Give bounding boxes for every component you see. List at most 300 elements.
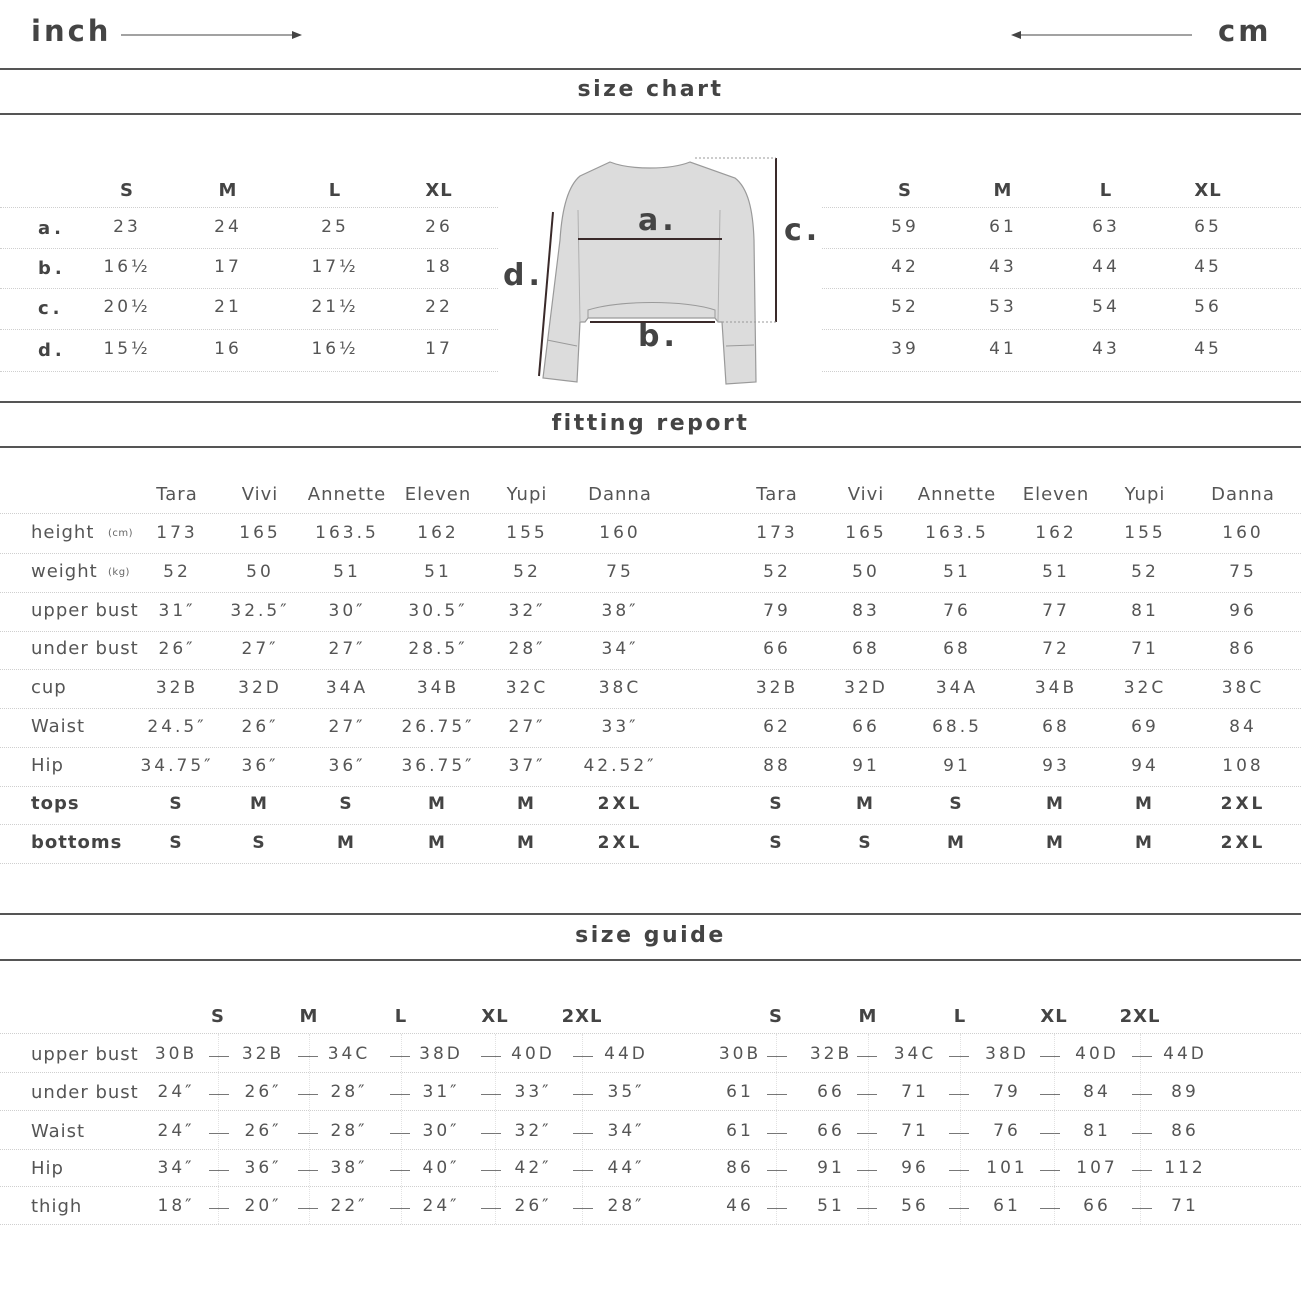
row-divider	[822, 248, 1301, 249]
guide-value-inch: 34″	[157, 1158, 195, 1178]
guide-value-inch: 24″	[157, 1082, 195, 1102]
range-dash	[1132, 1170, 1152, 1171]
guide-value-inch: 28″	[330, 1121, 368, 1141]
cm-value: 52	[891, 297, 919, 317]
range-dash	[298, 1094, 318, 1095]
guide-value-inch: 30B	[154, 1044, 198, 1064]
row-divider	[822, 371, 1301, 372]
row-divider	[0, 1224, 1301, 1225]
model-name-inch: Danna	[588, 484, 652, 505]
measure-label: c.	[38, 298, 64, 319]
inch-value: 24	[214, 217, 242, 237]
cm-value: 39	[891, 339, 919, 359]
range-dash	[573, 1208, 593, 1209]
fitting-value-inch: 2XL	[597, 833, 643, 853]
inch-value: 22	[425, 297, 453, 317]
fitting-row-label: weight	[31, 561, 98, 582]
fitting-value-cm: M	[947, 833, 967, 853]
fitting-value-inch: 34A	[325, 678, 369, 698]
fitting-value-inch: 36″	[328, 756, 366, 776]
guide-value-inch: 18″	[157, 1196, 195, 1216]
range-dash	[857, 1056, 877, 1057]
guide-value-cm: 61	[726, 1121, 754, 1141]
row-divider	[822, 288, 1301, 289]
cm-value: 59	[891, 217, 919, 237]
fitting-value-inch: 32.5″	[230, 601, 290, 621]
guide-value-cm: 86	[726, 1158, 754, 1178]
fitting-row-label: height	[31, 522, 95, 543]
range-dash	[298, 1208, 318, 1209]
guide-value-inch: 32B	[241, 1044, 285, 1064]
row-divider	[0, 329, 498, 330]
fitting-value-inch: M	[337, 833, 357, 853]
guide-value-cm: 71	[1171, 1196, 1199, 1216]
fitting-value-cm: 34B	[1034, 678, 1078, 698]
inch-value: 17½	[311, 257, 359, 277]
fitting-value-cm: 69	[1131, 717, 1159, 737]
fitting-value-inch: 27″	[241, 639, 279, 659]
range-dash	[1040, 1094, 1060, 1095]
fitting-value-cm: S	[949, 794, 965, 814]
guide-value-inch: 26″	[514, 1196, 552, 1216]
guide-value-inch: 30″	[422, 1121, 460, 1141]
range-dash	[857, 1133, 877, 1134]
fitting-value-cm: 88	[763, 756, 791, 776]
row-divider	[0, 786, 1301, 787]
range-dash	[390, 1094, 410, 1095]
guide-value-cm: 84	[1083, 1082, 1111, 1102]
fitting-value-cm: 81	[1131, 601, 1159, 621]
model-name-inch: Annette	[307, 484, 387, 505]
range-dash	[298, 1170, 318, 1171]
range-dash	[857, 1094, 877, 1095]
unit-label: (cm)	[108, 528, 134, 539]
guide-value-inch: 40″	[422, 1158, 460, 1178]
model-name-cm: Vivi	[847, 484, 885, 505]
measure-label: d.	[38, 340, 66, 361]
inch-value: 26	[425, 217, 453, 237]
unit-label: (kg)	[108, 567, 130, 578]
fitting-value-cm: 77	[1042, 601, 1070, 621]
fitting-report-title: fitting report	[551, 411, 750, 436]
guide-value-inch: 38D	[419, 1044, 463, 1064]
fitting-value-inch: 42.52″	[583, 756, 657, 776]
column-guide	[1054, 1034, 1055, 1224]
cm-value: 41	[989, 339, 1017, 359]
guide-value-cm: 40D	[1075, 1044, 1119, 1064]
inch-value: 20½	[103, 297, 151, 317]
row-divider	[0, 248, 498, 249]
guide-size-inch: M	[299, 1006, 319, 1027]
range-dash	[1132, 1208, 1152, 1209]
guide-value-cm: 101	[986, 1158, 1028, 1178]
diagram-label-b: b.	[638, 319, 679, 354]
range-dash	[573, 1133, 593, 1134]
fitting-value-cm: 79	[763, 601, 791, 621]
guide-value-cm: 32B	[809, 1044, 853, 1064]
guide-value-cm: 46	[726, 1196, 754, 1216]
column-guide	[218, 1034, 219, 1224]
range-dash	[298, 1133, 318, 1134]
fitting-value-inch: M	[428, 794, 448, 814]
guide-size-cm: XL	[1040, 1006, 1068, 1027]
fitting-row-label: tops	[31, 793, 80, 814]
fitting-value-cm: 66	[763, 639, 791, 659]
inch-value: 16	[214, 339, 242, 359]
guide-row-label: thigh	[31, 1196, 83, 1217]
fitting-value-inch: 163.5	[315, 523, 379, 543]
model-name-inch: Eleven	[404, 484, 472, 505]
diagram-label-d: d.	[503, 258, 544, 293]
fitting-value-cm: 2XL	[1220, 794, 1266, 814]
fitting-value-cm: 173	[756, 523, 798, 543]
fitting-value-inch: 26.75″	[401, 717, 475, 737]
range-dash	[390, 1056, 410, 1057]
fitting-value-inch: 32B	[155, 678, 199, 698]
fitting-value-cm: S	[858, 833, 874, 853]
fitting-value-cm: 83	[852, 601, 880, 621]
guide-value-cm: 96	[901, 1158, 929, 1178]
fitting-value-cm: 34A	[935, 678, 979, 698]
fitting-value-cm: 86	[1229, 639, 1257, 659]
fitting-value-cm: 62	[763, 717, 791, 737]
fitting-value-cm: 71	[1131, 639, 1159, 659]
guide-row-label: under bust	[31, 1082, 139, 1103]
fitting-value-inch: 24.5″	[147, 717, 207, 737]
fitting-value-inch: S	[169, 833, 185, 853]
row-divider	[0, 207, 498, 208]
guide-value-cm: 66	[1083, 1196, 1111, 1216]
fitting-row-label: Hip	[31, 755, 64, 776]
fitting-value-cm: 155	[1124, 523, 1166, 543]
fitting-value-cm: 51	[943, 562, 971, 582]
range-dash	[949, 1056, 969, 1057]
guide-value-inch: 40D	[511, 1044, 555, 1064]
fitting-value-inch: 173	[156, 523, 198, 543]
cm-value: 43	[1092, 339, 1120, 359]
guide-value-inch: 22″	[330, 1196, 368, 1216]
guide-value-cm: 89	[1171, 1082, 1199, 1102]
size-header-inch: L	[328, 180, 342, 201]
model-name-inch: Vivi	[241, 484, 279, 505]
guide-value-cm: 71	[901, 1082, 929, 1102]
column-guide	[582, 1034, 583, 1224]
fitting-value-inch: 36″	[241, 756, 279, 776]
guide-value-cm: 56	[901, 1196, 929, 1216]
row-divider	[0, 1110, 1301, 1111]
size-guide-title: size guide	[575, 923, 726, 948]
fitting-value-cm: 91	[943, 756, 971, 776]
guide-value-inch: 44″	[607, 1158, 645, 1178]
fitting-value-inch: M	[250, 794, 270, 814]
fitting-value-cm: M	[1135, 794, 1155, 814]
sweater-diagram	[500, 150, 830, 390]
guide-row-label: Waist	[31, 1121, 86, 1142]
fitting-value-inch: 26″	[158, 639, 196, 659]
row-divider	[0, 592, 1301, 593]
guide-value-inch: 28″	[607, 1196, 645, 1216]
fitting-value-cm: 52	[1131, 562, 1159, 582]
range-dash	[481, 1170, 501, 1171]
range-dash	[1132, 1094, 1152, 1095]
guide-value-inch: 38″	[330, 1158, 368, 1178]
size-chart-title: size chart	[577, 77, 724, 102]
fitting-value-inch: 28″	[508, 639, 546, 659]
fitting-value-inch: 52	[163, 562, 191, 582]
fitting-value-inch: 155	[506, 523, 548, 543]
guide-value-inch: 36″	[244, 1158, 282, 1178]
size-header-cm: L	[1099, 180, 1113, 201]
range-dash	[1040, 1170, 1060, 1171]
fitting-value-cm: 93	[1042, 756, 1070, 776]
row-divider	[0, 708, 1301, 709]
fitting-value-inch: 26″	[241, 717, 279, 737]
divider	[0, 401, 1301, 403]
measure-label: a.	[38, 218, 65, 239]
guide-row-label: Hip	[31, 1158, 64, 1179]
fitting-value-inch: 32D	[238, 678, 282, 698]
fitting-value-inch: M	[428, 833, 448, 853]
range-dash	[209, 1056, 229, 1057]
model-name-inch: Tara	[156, 484, 198, 505]
guide-value-inch: 31″	[422, 1082, 460, 1102]
guide-size-cm: L	[953, 1006, 967, 1027]
guide-value-cm: 71	[901, 1121, 929, 1141]
size-header-inch: M	[218, 180, 238, 201]
inch-value: 16½	[311, 339, 359, 359]
model-name-cm: Eleven	[1022, 484, 1090, 505]
diagram-label-c: c.	[784, 213, 822, 248]
model-name-cm: Annette	[917, 484, 997, 505]
range-dash	[390, 1133, 410, 1134]
fitting-value-inch: M	[517, 794, 537, 814]
fitting-row-label: Waist	[31, 716, 86, 737]
fitting-value-inch: 51	[424, 562, 452, 582]
cm-value: 45	[1194, 339, 1222, 359]
range-dash	[1040, 1133, 1060, 1134]
range-dash	[949, 1170, 969, 1171]
fitting-value-inch: 34B	[416, 678, 460, 698]
range-dash	[949, 1208, 969, 1209]
guide-row-label: upper bust	[31, 1044, 139, 1065]
inch-value: 15½	[103, 339, 151, 359]
fitting-value-cm: 68.5	[932, 717, 982, 737]
guide-value-cm: 79	[993, 1082, 1021, 1102]
fitting-value-cm: 66	[852, 717, 880, 737]
cm-value: 61	[989, 217, 1017, 237]
guide-value-inch: 44D	[604, 1044, 648, 1064]
fitting-value-inch: M	[517, 833, 537, 853]
fitting-value-cm: 51	[1042, 562, 1070, 582]
divider	[0, 113, 1301, 115]
fitting-value-inch: 30″	[328, 601, 366, 621]
fitting-value-cm: 38C	[1221, 678, 1265, 698]
divider	[0, 913, 1301, 915]
divider	[0, 68, 1301, 70]
guide-value-inch: 42″	[514, 1158, 552, 1178]
range-dash	[767, 1056, 787, 1057]
guide-value-cm: 76	[993, 1121, 1021, 1141]
fitting-value-inch: 2XL	[597, 794, 643, 814]
fitting-value-inch: 52	[513, 562, 541, 582]
guide-value-cm: 66	[817, 1121, 845, 1141]
range-dash	[390, 1208, 410, 1209]
range-dash	[767, 1170, 787, 1171]
size-header-inch: XL	[425, 180, 453, 201]
fitting-value-inch: 27″	[328, 717, 366, 737]
row-divider	[0, 1149, 1301, 1150]
guide-value-cm: 61	[993, 1196, 1021, 1216]
fitting-row-label: bottoms	[31, 832, 123, 853]
column-guide	[1140, 1034, 1141, 1224]
fitting-value-inch: 27″	[508, 717, 546, 737]
cm-value: 56	[1194, 297, 1222, 317]
guide-value-cm: 112	[1164, 1158, 1206, 1178]
diagram-label-a: a.	[638, 203, 678, 238]
fitting-value-inch: 165	[239, 523, 281, 543]
range-dash	[1040, 1056, 1060, 1057]
fitting-value-inch: 162	[417, 523, 459, 543]
guide-size-cm: M	[858, 1006, 878, 1027]
guide-value-inch: 20″	[244, 1196, 282, 1216]
fitting-value-inch: 38C	[598, 678, 642, 698]
cm-value: 43	[989, 257, 1017, 277]
fitting-value-cm: 162	[1035, 523, 1077, 543]
range-dash	[481, 1133, 501, 1134]
fitting-value-cm: 2XL	[1220, 833, 1266, 853]
range-dash	[1040, 1208, 1060, 1209]
fitting-value-inch: 28.5″	[408, 639, 468, 659]
fitting-value-inch: 31″	[158, 601, 196, 621]
row-divider	[0, 631, 1301, 632]
size-header-cm: S	[898, 180, 912, 201]
range-dash	[573, 1094, 593, 1095]
guide-value-inch: 34″	[607, 1121, 645, 1141]
range-dash	[481, 1094, 501, 1095]
range-dash	[209, 1094, 229, 1095]
row-divider	[0, 669, 1301, 670]
guide-value-cm: 66	[817, 1082, 845, 1102]
guide-value-inch: 24″	[422, 1196, 460, 1216]
fitting-value-cm: 32D	[844, 678, 888, 698]
range-dash	[481, 1208, 501, 1209]
row-divider	[0, 553, 1301, 554]
fitting-value-cm: S	[769, 794, 785, 814]
fitting-value-inch: 36.75″	[401, 756, 475, 776]
fitting-value-cm: 96	[1229, 601, 1257, 621]
size-header-cm: XL	[1194, 180, 1222, 201]
inch-value: 25	[321, 217, 349, 237]
fitting-value-cm: 163.5	[925, 523, 989, 543]
inch-value: 21½	[311, 297, 359, 317]
range-dash	[573, 1056, 593, 1057]
fitting-value-inch: S	[339, 794, 355, 814]
arrow-left-icon	[1008, 28, 1194, 42]
guide-value-inch: 34C	[327, 1044, 371, 1064]
fitting-value-cm: 68	[943, 639, 971, 659]
fitting-value-inch: 34″	[601, 639, 639, 659]
guide-size-cm: 2XL	[1119, 1006, 1161, 1027]
cm-value: 44	[1092, 257, 1120, 277]
cm-value: 65	[1194, 217, 1222, 237]
column-guide	[960, 1034, 961, 1224]
row-divider	[0, 1033, 1301, 1034]
range-dash	[949, 1094, 969, 1095]
fitting-value-inch: 50	[246, 562, 274, 582]
inch-value: 17	[214, 257, 242, 277]
guide-value-inch: 26″	[244, 1082, 282, 1102]
size-header-inch: S	[120, 180, 134, 201]
range-dash	[949, 1133, 969, 1134]
guide-size-inch: XL	[481, 1006, 509, 1027]
row-divider	[822, 207, 1301, 208]
fitting-value-cm: 108	[1222, 756, 1264, 776]
range-dash	[481, 1056, 501, 1057]
inch-value: 23	[113, 217, 141, 237]
guide-size-inch: L	[394, 1006, 408, 1027]
measure-label: b.	[38, 258, 66, 279]
inch-value: 16½	[103, 257, 151, 277]
fitting-row-label: cup	[31, 677, 67, 698]
inch-value: 17	[425, 339, 453, 359]
guide-value-cm: 61	[726, 1082, 754, 1102]
cm-label: cm	[1218, 14, 1272, 48]
inch-value: 21	[214, 297, 242, 317]
inch-value: 18	[425, 257, 453, 277]
model-name-inch: Yupi	[506, 484, 548, 505]
row-divider	[0, 288, 498, 289]
fitting-value-cm: 91	[852, 756, 880, 776]
inch-label: inch	[31, 14, 112, 48]
fitting-value-cm: M	[1046, 833, 1066, 853]
guide-value-cm: 30B	[718, 1044, 762, 1064]
fitting-value-cm: 160	[1222, 523, 1264, 543]
cm-value: 63	[1092, 217, 1120, 237]
cm-value: 42	[891, 257, 919, 277]
guide-value-cm: 91	[817, 1158, 845, 1178]
row-divider	[0, 863, 1301, 864]
guide-value-cm: 107	[1076, 1158, 1118, 1178]
row-divider	[0, 513, 1301, 514]
fitting-value-cm: S	[769, 833, 785, 853]
range-dash	[1132, 1056, 1152, 1057]
guide-value-cm: 38D	[985, 1044, 1029, 1064]
guide-value-inch: 35″	[607, 1082, 645, 1102]
fitting-value-cm: M	[856, 794, 876, 814]
fitting-value-cm: 72	[1042, 639, 1070, 659]
model-name-cm: Yupi	[1124, 484, 1166, 505]
fitting-value-cm: 76	[943, 601, 971, 621]
fitting-row-label: under bust	[31, 638, 139, 659]
fitting-value-cm: M	[1135, 833, 1155, 853]
row-divider	[822, 329, 1301, 330]
fitting-value-cm: 75	[1229, 562, 1257, 582]
divider	[0, 446, 1301, 448]
range-dash	[209, 1170, 229, 1171]
row-divider	[0, 1186, 1301, 1187]
fitting-value-inch: 37″	[508, 756, 546, 776]
fitting-value-inch: 75	[606, 562, 634, 582]
row-divider	[0, 371, 498, 372]
fitting-value-inch: S	[169, 794, 185, 814]
fitting-value-inch: 27″	[328, 639, 366, 659]
fitting-value-inch: 32″	[508, 601, 546, 621]
guide-value-cm: 44D	[1163, 1044, 1207, 1064]
fitting-value-inch: 51	[333, 562, 361, 582]
range-dash	[767, 1094, 787, 1095]
fitting-value-cm: M	[1046, 794, 1066, 814]
divider	[0, 959, 1301, 961]
